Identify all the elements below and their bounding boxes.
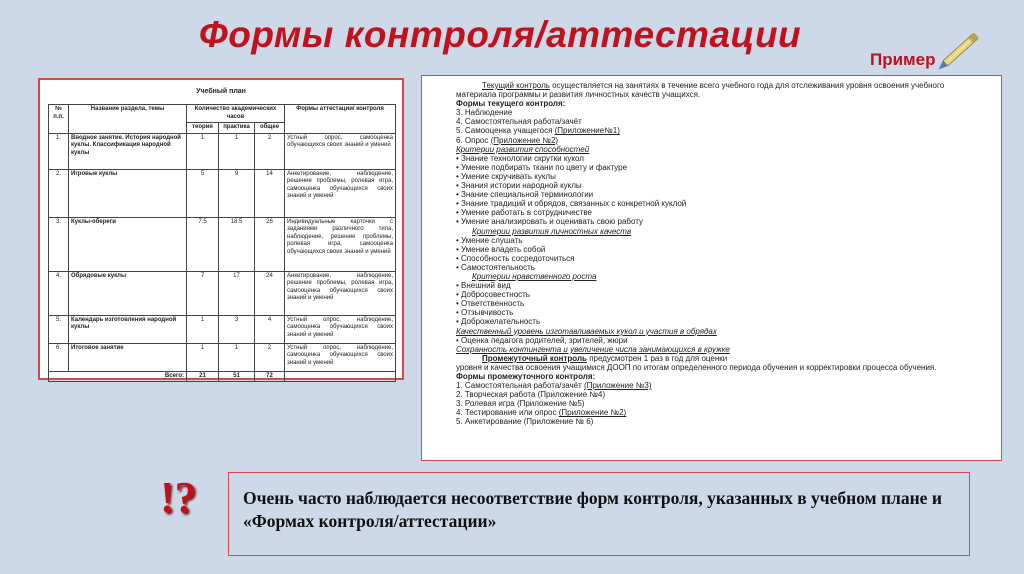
document-line-text: • Добросовестность [456,290,530,300]
document-line-text: Критерии нравственного роста [472,271,597,281]
document-line [422,126,1001,135]
document-line [422,254,1001,263]
document-line-text: • Отзывчивость [456,308,514,318]
document-line [422,417,1001,426]
document-line [422,236,1001,245]
document-line [422,408,1001,417]
curriculum-title: Учебный план [196,88,246,95]
document-line-text: осуществляется на занятиях в течение всего учебного года для отслеживания уровня освоения учебного [549,81,945,90]
row-total: 2 [255,343,285,371]
table-row [49,271,396,315]
row-forms: Устный опрос, наблюдение, самооценка обучающихся своих знаний и умений [285,343,396,371]
document-line-text: 5. Самооценка учащегося [456,126,555,136]
row-name: Календарь изготовления народной куклы [69,315,187,343]
header-hours: Количество академических часов [187,105,285,123]
document-line-text: 3. Наблюдение [456,108,513,118]
document-line-text: • Умение подбирать ткани по цвету и фактуре [456,162,628,172]
total-practice: 51 [219,371,255,382]
row-practice: 18.5 [219,217,255,271]
row-theory: 7 [187,271,219,315]
document-line-text: Качественный уровень изготавливаемых кукол и участия в обрядах [456,326,717,336]
row-forms: Устный опрос, самооценка обучающихся своих знаний и умений [285,133,396,169]
row-num: 2. [49,169,69,217]
document-line [422,117,1001,126]
document-line-text: (Приложение№1) [554,126,620,136]
document-line-text: Формы промежуточного контроля: [456,372,596,381]
row-num: 1. [49,133,69,169]
row-practice: 3 [219,315,255,343]
document-line [422,272,1001,281]
document-line-text: (Приложение №2) [558,408,627,418]
table-row [49,133,396,169]
row-total: 24 [255,271,285,315]
table-row [49,315,396,343]
document-line-text: • Внешний вид [456,281,511,291]
document-line [422,90,1001,99]
header-section: Название раздела, темы [69,105,187,134]
total-row [49,371,396,382]
page-title: Формы контроля/аттестации [198,14,802,55]
document-line-text: 6. Опрос [456,135,491,145]
document-line [422,327,1001,336]
document-line [422,99,1001,108]
row-forms: Устный опрос, наблюдение, самооценка обучающихся своих знаний и умений [285,315,396,343]
total-total: 72 [255,371,285,382]
document-line-text: • Умение владеть собой [456,244,546,254]
row-practice: 17 [219,271,255,315]
header-total: общее [255,123,285,134]
document-line-text: (Приложение №3) [583,381,652,391]
document-line-text: • Умение анализировать и оценивать свою работу [456,217,644,227]
row-num: 3. [49,217,69,271]
document-line [422,299,1001,308]
total-theory: 21 [187,371,219,382]
document-line [422,190,1001,199]
example-label: Пример [870,50,936,69]
document-line-text: • Умение скручивать куклы [456,171,556,181]
curriculum-table [48,104,396,382]
document-line-text: • Знание специальной терминологии [456,190,594,200]
row-practice: 1 [219,133,255,169]
row-num: 5. [49,315,69,343]
document-line [422,290,1001,299]
document-line-text: Текущий контроль [482,81,550,90]
row-theory: 5 [187,169,219,217]
row-forms: Анкетирование, наблюдение, решение проблемы, ролевая игра, самооценка обучающихся своих знаний и умений [285,169,396,217]
document-line-text: Сохранность контингента и увеличение числа занимающихся в кружке [456,344,730,354]
document-line [422,145,1001,154]
document-line [422,363,1001,372]
row-total: 2 [255,133,285,169]
document-line [422,81,1001,90]
document-line-text: • Самостоятельность [456,262,535,272]
forms-document-content [422,81,1001,427]
document-line [422,308,1001,317]
row-forms: Анкетирование, наблюдение, решение проблемы, ролевая игра, самооценка обучающихся своих знаний и умений [285,271,396,315]
warning-note [228,472,970,556]
document-line-text: 2. Творческая работа (Приложение №4) [456,390,606,400]
document-line [422,336,1001,345]
row-practice: 1 [219,343,255,371]
row-theory: 1 [187,315,219,343]
document-line-text: 4. Тестирование или опрос [456,408,559,418]
document-line [422,345,1001,354]
document-line [422,136,1001,145]
row-theory: 1 [187,343,219,371]
document-line [422,227,1001,236]
row-forms: Индивидуальные карточки с заданиями различного типа, наблюдение, решение проблемы, ролевая игра, самооценка обучающихся своих знаний и умений [285,217,396,271]
document-line-text: • Способность сосредоточиться [456,253,575,263]
document-line-text: • Оценка педагога родителей, зрителей, жюри [456,335,628,345]
document-line [422,263,1001,272]
document-line-text: предусмотрен 1 раз в год для оценки [586,353,728,363]
table-row [49,217,396,271]
row-name: Куклы-обереги [69,217,187,271]
document-line-text: Критерии развития личностных качеств [472,226,632,236]
document-line [422,199,1001,208]
document-line-text: • Знание традиций и обрядов, связанных с конкретной куклой [456,199,687,209]
document-line-text: Формы текущего контроля: [456,99,566,109]
document-line [422,354,1001,363]
row-theory: 1 [187,133,219,169]
document-line [422,208,1001,217]
row-name: Вводное занятие. История народной куклы. Классификация народной куклы [69,133,187,169]
total-forms-empty [285,371,396,382]
document-line-text: 3. Ролевая игра (Приложение №5) [456,399,585,409]
header-practice: практика [219,123,255,134]
document-line-text: (Приложение №2) [490,135,559,145]
document-line [422,381,1001,390]
document-line [422,281,1001,290]
header-num: № п.п. [49,105,69,134]
table-row [49,343,396,371]
row-total: 14 [255,169,285,217]
row-name: Итоговое занятие [69,343,187,371]
document-line-text: • Умение слушать [456,235,523,245]
document-line [422,399,1001,408]
document-line-text: 5. Анкетирование (Приложение № 6) [456,417,594,427]
document-line [422,108,1001,117]
row-theory: 7.5 [187,217,219,271]
row-practice: 9 [219,169,255,217]
document-line-text: уровня и качества освоения учащимися ДООП по итогам определенного периода обучения и корректировки процесса обучения. [456,362,937,372]
table-row [49,169,396,217]
document-line-text: 1. Самостоятельная работа/зачёт [456,381,584,391]
row-num: 6. [49,343,69,371]
warning-note-text: Очень часто наблюдается несоответствие форм контроля, указанных в учебном плане и «Формах контроля/аттестации» [243,488,942,531]
document-line [422,181,1001,190]
document-line [422,217,1001,226]
document-line [422,317,1001,326]
curriculum-document [38,78,404,380]
document-line-text: • Знания истории народной куклы [456,181,582,191]
document-line-text: • Знание технологии скрутки кукол [456,153,584,163]
document-line [422,390,1001,399]
row-total: 26 [255,217,285,271]
document-line [422,245,1001,254]
row-name: Обрядовые куклы [69,271,187,315]
document-line-text: 4. Самостоятельная работа/зачёт [456,117,582,127]
document-line-text: Критерии развития способностей [456,144,590,154]
pen-icon [932,24,992,74]
header-theory: теория [187,123,219,134]
row-name: Игровые куклы [69,169,187,217]
document-line-text: Промежуточный контроль [482,353,587,363]
document-line [422,172,1001,181]
document-line [422,163,1001,172]
document-line-text: • Ответственность [456,299,525,309]
interrobang-icon: !? [160,473,197,522]
header-forms: Формы аттестации/ контроля [285,105,396,134]
document-line-text: • Доброжелательность [456,317,541,327]
document-line-text: материала программы и развития личностных качеств учащихся. [456,90,701,100]
forms-document [421,75,1002,461]
row-num: 4. [49,271,69,315]
document-line-text: • Умение работать в сотрудничестве [456,208,592,218]
document-line [422,154,1001,163]
document-line [422,372,1001,381]
row-total: 4 [255,315,285,343]
total-label: Всего: [49,371,187,382]
